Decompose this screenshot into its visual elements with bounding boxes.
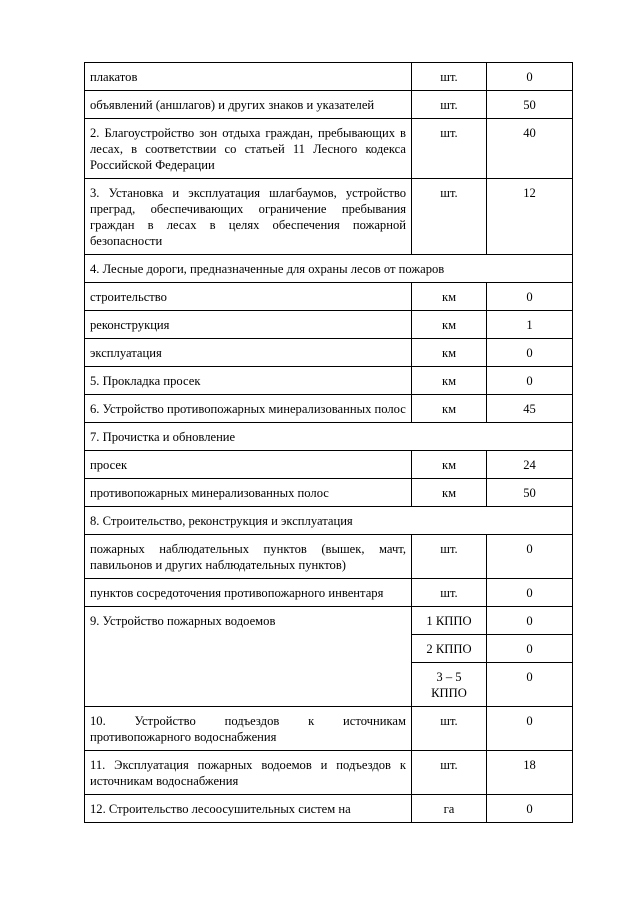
table-row xyxy=(85,795,573,823)
page-bottom-cut xyxy=(0,866,639,905)
measure-unit: шт. xyxy=(412,91,487,119)
measure-value: 0 xyxy=(487,535,573,579)
measure-unit: км xyxy=(412,339,487,367)
table-row xyxy=(85,91,573,119)
measure-unit: км xyxy=(412,395,487,423)
measure-value: 50 xyxy=(487,91,573,119)
measure-unit: шт. xyxy=(412,707,487,751)
measure-unit: 2 КППО xyxy=(412,635,487,663)
measure-unit: шт. xyxy=(412,579,487,607)
measure-unit: шт. xyxy=(412,535,487,579)
measure-name: пожарных наблюдательных пунктов (вышек, мачт, павильонов и других наблюдательных пунктов) xyxy=(85,535,412,579)
measure-name: плакатов xyxy=(85,63,412,91)
measure-value: 24 xyxy=(487,451,573,479)
measure-unit: км xyxy=(412,479,487,507)
measure-name: противопожарных минерализованных полос xyxy=(85,479,412,507)
table-row xyxy=(85,63,573,91)
measure-value: 0 xyxy=(487,607,573,635)
measure-value: 0 xyxy=(487,707,573,751)
table-row xyxy=(85,751,573,795)
measure-unit: шт. xyxy=(412,119,487,179)
table-row xyxy=(85,367,573,395)
measure-name: пунктов сосредоточения противопожарного инвентаря xyxy=(85,579,412,607)
measure-name: 2. Благоустройство зон отдыха граждан, пребывающих в лесах, в соответствии со статьей 11 Лесного кодекса Российской Федерации xyxy=(85,119,412,179)
table-row xyxy=(85,607,573,635)
table-row xyxy=(85,179,573,255)
measure-value: 0 xyxy=(487,283,573,311)
measure-name: 5. Прокладка просек xyxy=(85,367,412,395)
measure-value: 45 xyxy=(487,395,573,423)
measure-name: строительство xyxy=(85,283,412,311)
table-row xyxy=(85,579,573,607)
measure-name: 3. Установка и эксплуатация шлагбаумов, устройство преград, обеспечивающих ограничение пребывания граждан в лесах в целях обеспечения пожарной безопасности xyxy=(85,179,412,255)
measure-name: 9. Устройство пожарных водоемов xyxy=(85,607,412,707)
measure-value: 0 xyxy=(487,367,573,395)
measures-table-body xyxy=(85,63,573,823)
measure-name: 6. Устройство противопожарных минерализованных полос xyxy=(85,395,412,423)
table-row xyxy=(85,479,573,507)
section-title: 7. Прочистка и обновление xyxy=(85,423,573,451)
measure-value: 18 xyxy=(487,751,573,795)
measure-value: 0 xyxy=(487,339,573,367)
table-row xyxy=(85,707,573,751)
measure-unit: км xyxy=(412,311,487,339)
measure-value: 0 xyxy=(487,663,573,707)
measure-unit: шт. xyxy=(412,179,487,255)
measure-value: 0 xyxy=(487,579,573,607)
measure-name: эксплуатация xyxy=(85,339,412,367)
measure-unit: км xyxy=(412,367,487,395)
measure-value: 50 xyxy=(487,479,573,507)
measure-unit: шт. xyxy=(412,751,487,795)
section-row xyxy=(85,507,573,535)
measure-unit: км xyxy=(412,283,487,311)
measure-name: 10. Устройство подъездов к источникам противопожарного водоснабжения xyxy=(85,707,412,751)
measure-value: 12 xyxy=(487,179,573,255)
measure-value: 40 xyxy=(487,119,573,179)
measure-unit: шт. xyxy=(412,63,487,91)
measure-name: просек xyxy=(85,451,412,479)
measure-value: 0 xyxy=(487,63,573,91)
measure-name: 12. Строительство лесоосушительных систем на xyxy=(85,795,412,823)
table-row xyxy=(85,395,573,423)
measure-value: 0 xyxy=(487,795,573,823)
section-row xyxy=(85,423,573,451)
table-row xyxy=(85,339,573,367)
measure-value: 1 xyxy=(487,311,573,339)
measures-table xyxy=(84,62,573,823)
section-title: 8. Строительство, реконструкция и эксплуатация xyxy=(85,507,573,535)
measure-value: 0 xyxy=(487,635,573,663)
table-row xyxy=(85,311,573,339)
measure-name: объявлений (аншлагов) и других знаков и указателей xyxy=(85,91,412,119)
section-row xyxy=(85,255,573,283)
measure-unit: км xyxy=(412,451,487,479)
section-title: 4. Лесные дороги, предназначенные для охраны лесов от пожаров xyxy=(85,255,573,283)
measure-unit: 3 – 5 КППО xyxy=(412,663,487,707)
measure-unit: 1 КППО xyxy=(412,607,487,635)
measure-name: 11. Эксплуатация пожарных водоемов и подъездов к источникам водоснабжения xyxy=(85,751,412,795)
measure-unit: га xyxy=(412,795,487,823)
measure-name: реконструкция xyxy=(85,311,412,339)
table-row xyxy=(85,535,573,579)
table-row xyxy=(85,451,573,479)
table-row xyxy=(85,119,573,179)
table-row xyxy=(85,283,573,311)
